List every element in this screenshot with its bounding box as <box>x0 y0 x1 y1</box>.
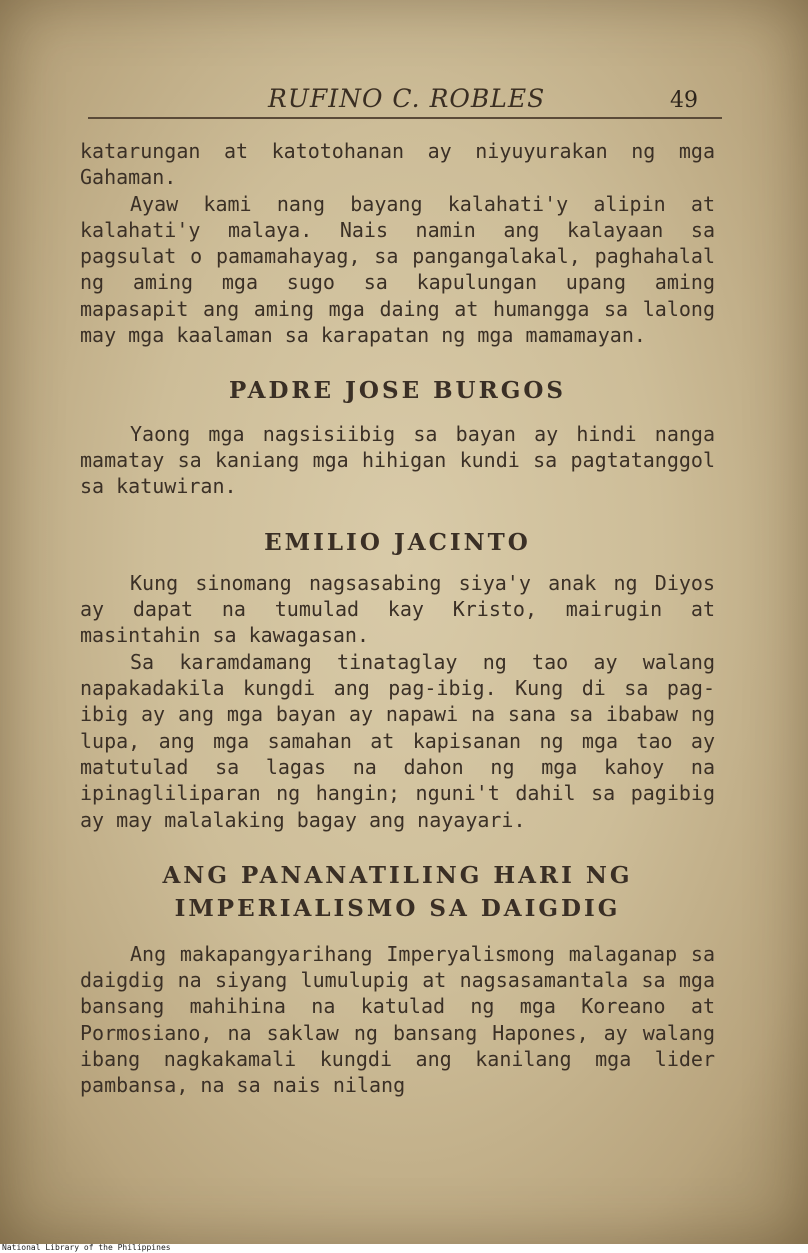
header-rule <box>88 117 722 119</box>
paragraph-jacinto-quote-1: Kung sinomang nagsasabing siya'y anak ng Diyos ay dapat na tumulad kay Kristo, mairugin at masintahin sa kawagasan. <box>80 570 715 648</box>
page-number: 49 <box>670 88 698 113</box>
heading-imperialism-line-2: IMPERIALISMO SA DAIGDIG <box>174 894 621 922</box>
library-footer <box>0 1244 808 1253</box>
paragraph-imperialism: Ang makapangyarihang Imperyalismong malaganap sa daigdig na siyang lumulupig at nagsasamantala sa mga bansang mahihina na katulad ng mga Koreano at Pormosiano, na saklaw ng bansang Hapones, ay walang ibang nagkakamali kungdi ang kanilang mga lider pambansa, na sa nais nilang <box>80 941 715 1098</box>
paragraph-burgos-quote: Yaong mga nagsisiibig sa bayan ay hindi nanga mamatay sa kaniang mga hihigan kundi sa pagtatanggol sa katuwiran. <box>80 421 715 499</box>
heading-imperialism <box>80 859 715 925</box>
body-text <box>80 138 715 1099</box>
paragraph-kalayaan: Ayaw kami nang bayang kalahati'y alipin at kalahati'y malaya. Nais namin ang kalayaan sa pagsulat o pamamahayag, sa pangangalakal, paghahalal ng aming mga sugo sa kapulungan upang aming mapasapit ang aming mga daing at humangga sa lalong may mga kaalaman sa karapatan ng mga mamamayan. <box>80 191 715 348</box>
heading-jacinto: EMILIO JACINTO <box>264 528 531 556</box>
running-header <box>0 84 808 118</box>
heading-imperialism-line-1: ANG PANANATILING HARI NG <box>162 861 633 889</box>
running-title: RUFINO C. ROBLES <box>268 84 546 113</box>
paragraph-continuation: katarungan at katotohanan ay niyuyurakan ng mga Gahaman. <box>80 139 715 190</box>
heading-burgos: PADRE JOSE BURGOS <box>228 377 567 405</box>
paragraph-jacinto-quote-2: Sa karamdamang tinataglay ng tao ay walang napakadakila kungdi ang pag-ibig. Kung di sa pag-ibig ay ang mga bayan ay napawi na sana sa ibabaw ng lupa, ang mga samahan at kapisanan ng mga tao ay matutulad sa lagas na dahon ng mga kahoy na ipinagliliparan ng hangin; nguni't dahil sa pagibig ay may malalaking bagay ang nayayari. <box>80 649 715 832</box>
library-credit: National Library of the Philippines <box>2 1243 171 1252</box>
